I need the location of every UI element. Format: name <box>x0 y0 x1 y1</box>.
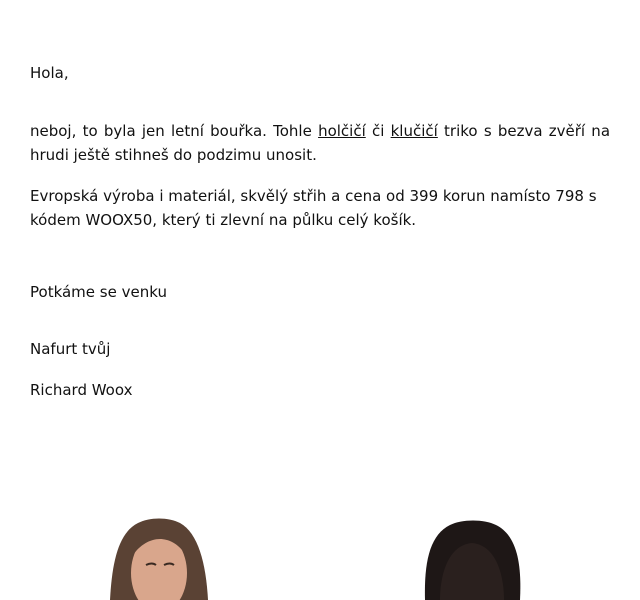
paragraph-offer: Evropská výroba i materiál, skvělý střih a cena od 399 korun namísto 798 s kódem WOOX50, který ti zlevní na půlku celý košík. <box>30 187 597 229</box>
signature-name: Richard Woox <box>30 381 133 399</box>
paragraph-intro <box>30 119 610 167</box>
intro-text-end: triko s bezva zvěří na hrudi ještě stihneš do podzimu unosit. <box>30 122 611 164</box>
model-photo-girl[interactable] <box>88 505 238 600</box>
link-boys-tshirt[interactable]: klučičí <box>390 122 438 140</box>
signoff-text: Potkáme se venku <box>30 283 167 301</box>
model-photo-boy[interactable] <box>400 505 550 600</box>
link-girls-tshirt[interactable]: holčičí <box>318 122 366 140</box>
intro-text-mid: či <box>365 122 391 140</box>
greeting: Hola, <box>30 64 69 82</box>
closing-text: Nafurt tvůj <box>30 340 111 358</box>
intro-text-start: neboj, to byla jen letní bouřka. Tohle <box>30 122 319 140</box>
